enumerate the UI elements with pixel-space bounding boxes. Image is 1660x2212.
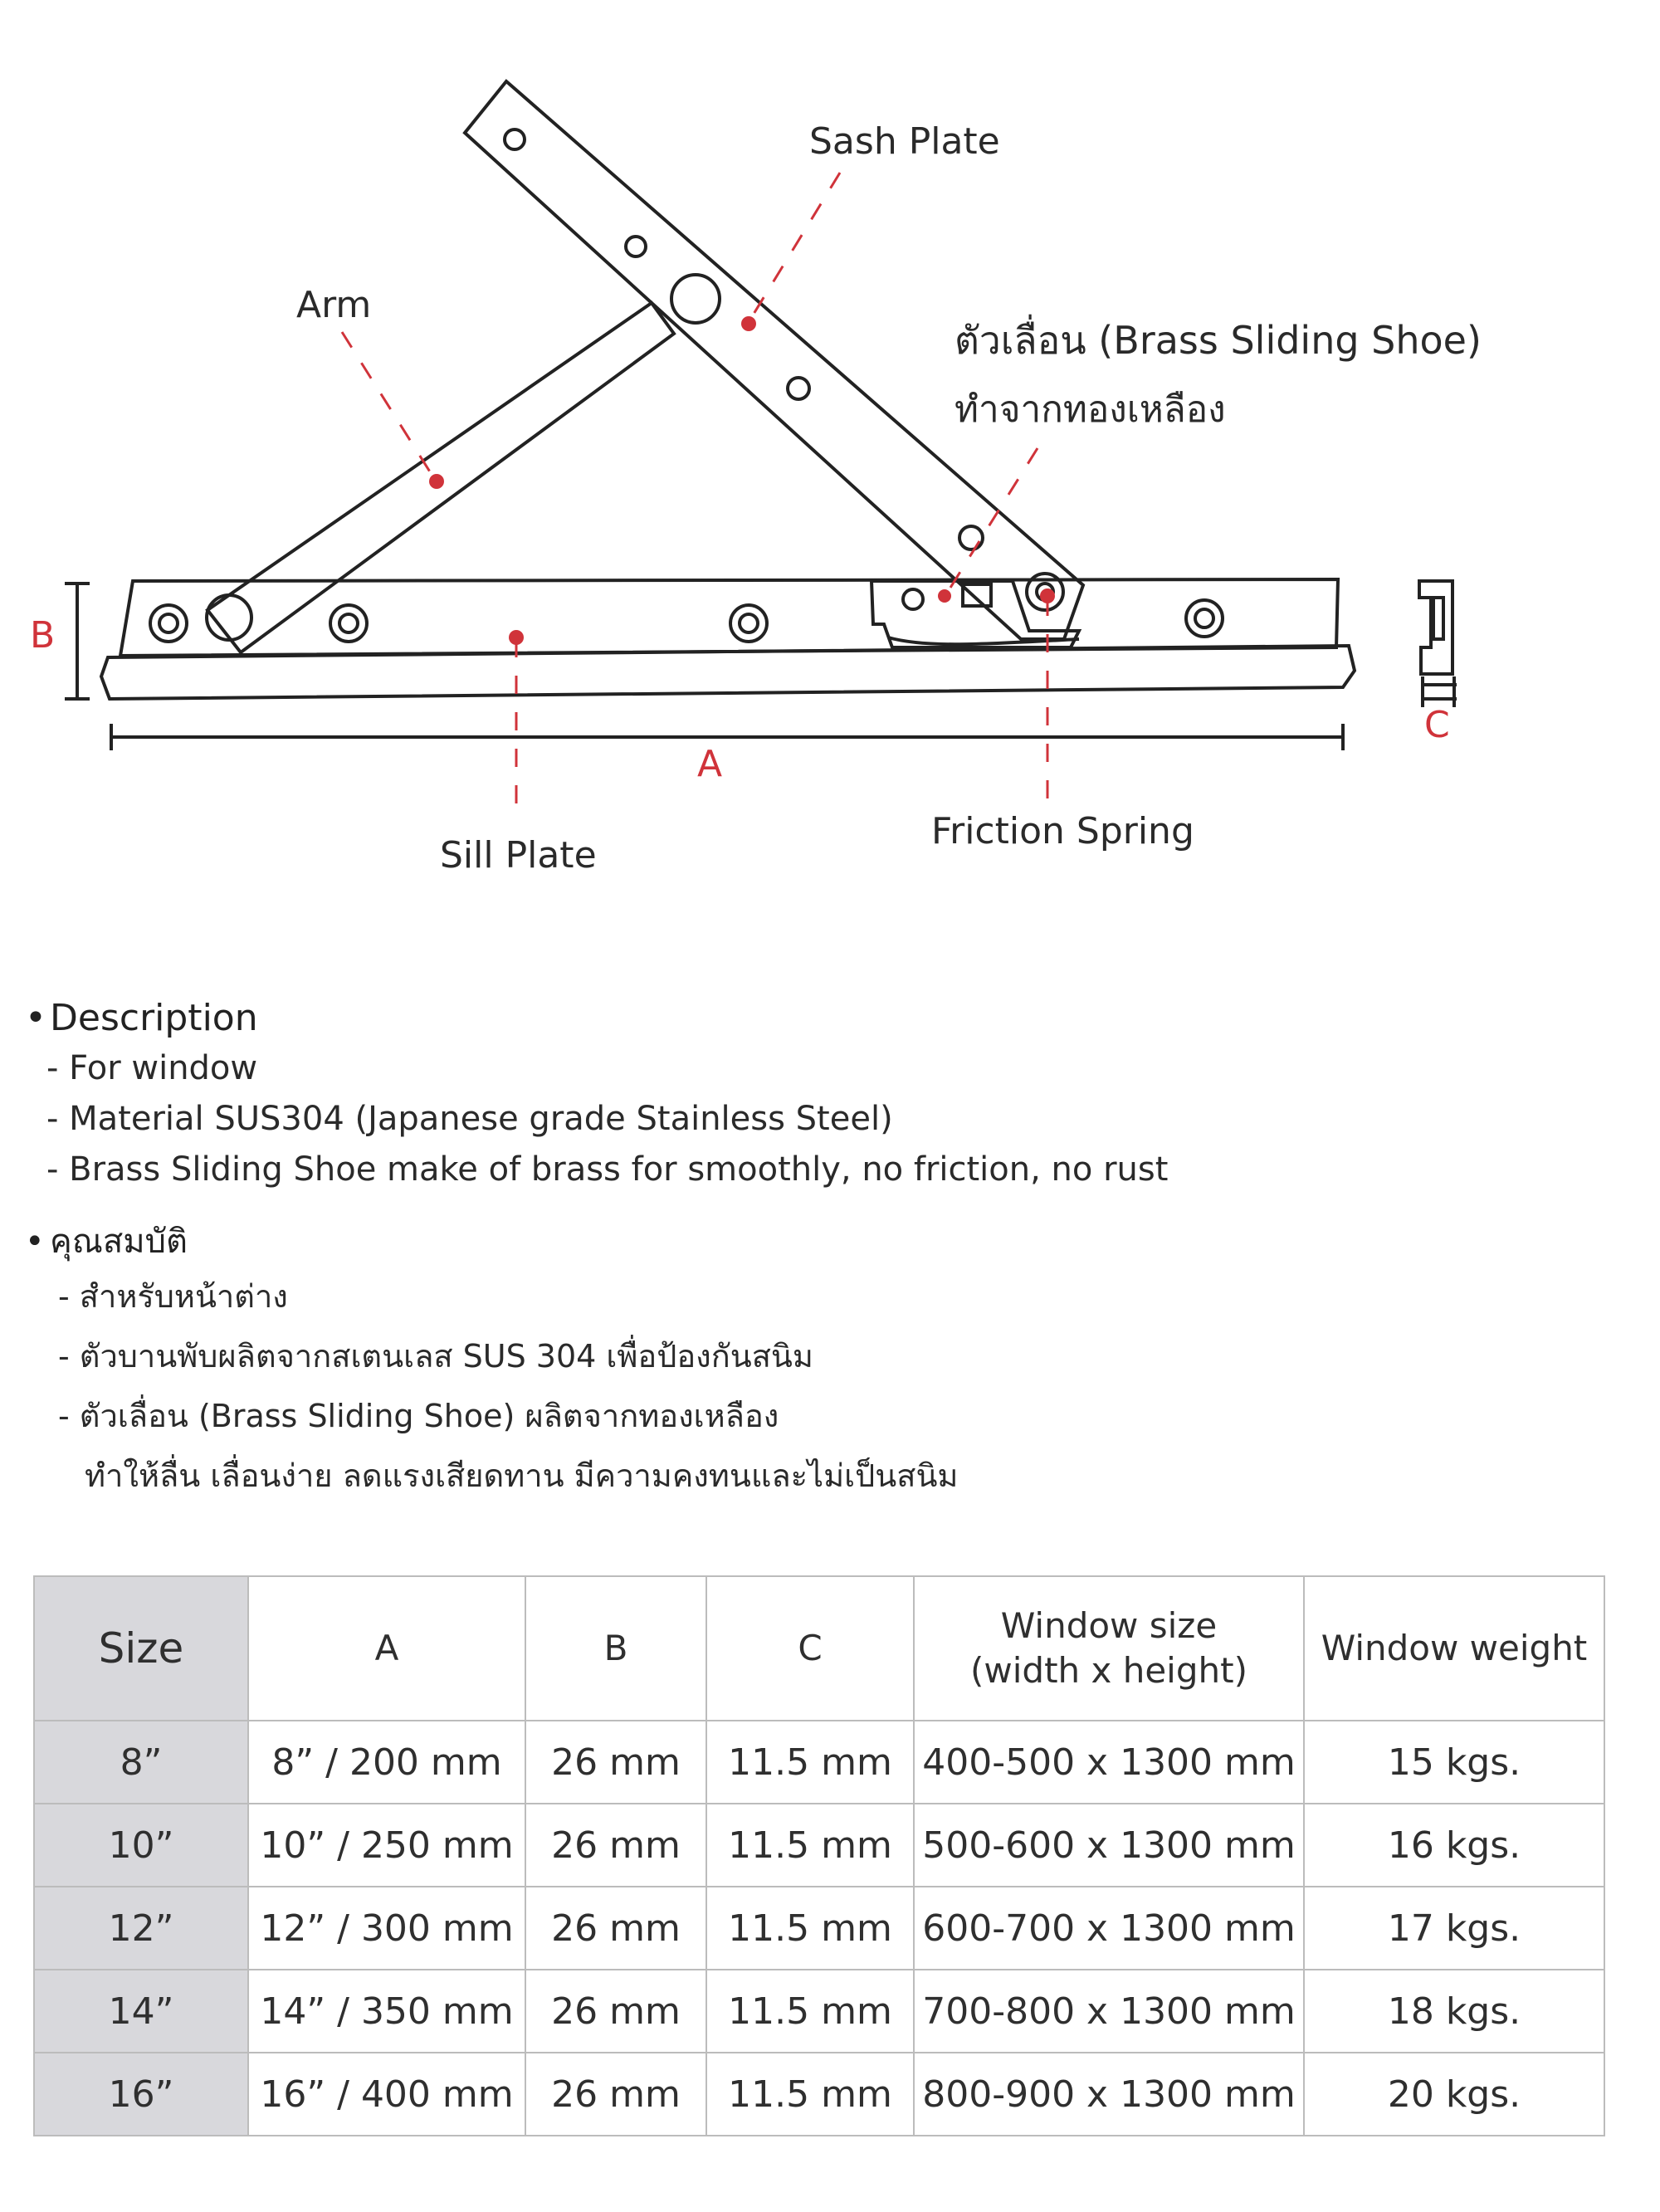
cell-a: 10” / 250 mm xyxy=(248,1804,525,1887)
sill-plate-rivets xyxy=(150,600,1223,642)
arm-label: Arm xyxy=(296,284,372,326)
cell-a: 16” / 400 mm xyxy=(248,2053,525,2136)
leader-lines xyxy=(342,173,1047,822)
bullet-icon: • xyxy=(25,997,46,1039)
table-row xyxy=(34,1721,1604,1804)
cell-size: 10” xyxy=(34,1804,248,1887)
hinge-diagram xyxy=(0,0,1660,930)
description-heading: Description xyxy=(50,997,258,1039)
spec-table xyxy=(33,1575,1605,2136)
header-c: C xyxy=(706,1576,914,1721)
friction-spring-label: Friction Spring xyxy=(931,810,1194,852)
cell-size: 16” xyxy=(34,2053,248,2136)
table-row xyxy=(34,1887,1604,1970)
thai-heading: คุณสมบัติ xyxy=(50,1223,188,1261)
cell-window-weight: 20 kgs. xyxy=(1304,2053,1604,2136)
table-row xyxy=(34,1970,1604,2053)
cell-window-size: 400-500 x 1300 mm xyxy=(914,1721,1304,1804)
description-english xyxy=(25,994,1602,1195)
cell-size: 12” xyxy=(34,1887,248,1970)
sliding-shoe-thai-label: ทำจากทองเหลือง xyxy=(954,388,1226,431)
cell-window-weight: 17 kgs. xyxy=(1304,1887,1604,1970)
sill-plate-shape xyxy=(101,579,1355,699)
cell-c: 11.5 mm xyxy=(706,1887,914,1970)
header-size: Size xyxy=(34,1576,248,1721)
description-item: - Brass Sliding Shoe make of brass for smoothly, no friction, no rust xyxy=(46,1150,1169,1189)
header-a: A xyxy=(248,1576,525,1721)
cell-b: 26 mm xyxy=(525,1970,706,2053)
description-thai xyxy=(25,1217,1602,1506)
cell-size: 14” xyxy=(34,1970,248,2053)
sash-plate-label: Sash Plate xyxy=(809,120,1000,163)
table-header-row xyxy=(34,1576,1604,1721)
cell-window-size: 700-800 x 1300 mm xyxy=(914,1970,1304,2053)
description-item: - For window xyxy=(46,1049,258,1087)
thai-heading-row xyxy=(25,1217,1602,1267)
header-window-weight: Window weight xyxy=(1304,1576,1604,1721)
table-row xyxy=(34,1804,1604,1887)
cell-c: 11.5 mm xyxy=(706,1721,914,1804)
thai-item-continuation: ทำให้ลื่น เลื่อนง่าย ลดแรงเสียดทาน มีความคงทนและไม่เป็นสนิม xyxy=(85,1458,959,1494)
thai-item: - ตัวเลื่อน (Brass Sliding Shoe) ผลิตจากทองเหลือง xyxy=(58,1398,779,1434)
table-row xyxy=(34,2053,1604,2136)
cell-a: 12” / 300 mm xyxy=(248,1887,525,1970)
cell-a: 14” / 350 mm xyxy=(248,1970,525,2053)
thai-item: - สำหรับหน้าต่าง xyxy=(58,1278,288,1315)
cell-window-weight: 16 kgs. xyxy=(1304,1804,1604,1887)
cell-c: 11.5 mm xyxy=(706,1970,914,2053)
cell-b: 26 mm xyxy=(525,1887,706,1970)
header-window-size-line2: (width x height) xyxy=(970,1650,1247,1691)
sill-plate-label: Sill Plate xyxy=(440,834,597,876)
dimension-b-label: B xyxy=(30,614,56,657)
cell-c: 11.5 mm xyxy=(706,2053,914,2136)
cell-window-weight: 18 kgs. xyxy=(1304,1970,1604,2053)
end-view-shape xyxy=(1419,581,1457,707)
cell-c: 11.5 mm xyxy=(706,1804,914,1887)
header-window-size xyxy=(914,1576,1304,1721)
header-b: B xyxy=(525,1576,706,1721)
bullet-icon: • xyxy=(25,1223,45,1261)
header-window-size-line1: Window size xyxy=(1000,1605,1218,1646)
dimension-a-line xyxy=(111,724,1343,750)
thai-item: - ตัวบานพับผลิตจากสเตนเลส SUS 304 เพื่อป้องกันสนิม xyxy=(58,1338,813,1375)
cell-window-size: 600-700 x 1300 mm xyxy=(914,1887,1304,1970)
cell-b: 26 mm xyxy=(525,2053,706,2136)
cell-window-size: 500-600 x 1300 mm xyxy=(914,1804,1304,1887)
sliding-shoe-label: ตัวเลื่อน (Brass Sliding Shoe) xyxy=(954,318,1482,363)
cell-window-weight: 15 kgs. xyxy=(1304,1721,1604,1804)
cell-b: 26 mm xyxy=(525,1721,706,1804)
description-heading-row xyxy=(25,994,1602,1043)
cell-a: 8” / 200 mm xyxy=(248,1721,525,1804)
dimension-a-label: A xyxy=(697,743,723,785)
cell-window-size: 800-900 x 1300 mm xyxy=(914,2053,1304,2136)
dimension-b-line xyxy=(65,584,90,699)
cell-b: 26 mm xyxy=(525,1804,706,1887)
cell-size: 8” xyxy=(34,1721,248,1804)
dimension-c-label: C xyxy=(1424,704,1450,746)
description-item: - Material SUS304 (Japanese grade Stainless Steel) xyxy=(46,1100,893,1138)
